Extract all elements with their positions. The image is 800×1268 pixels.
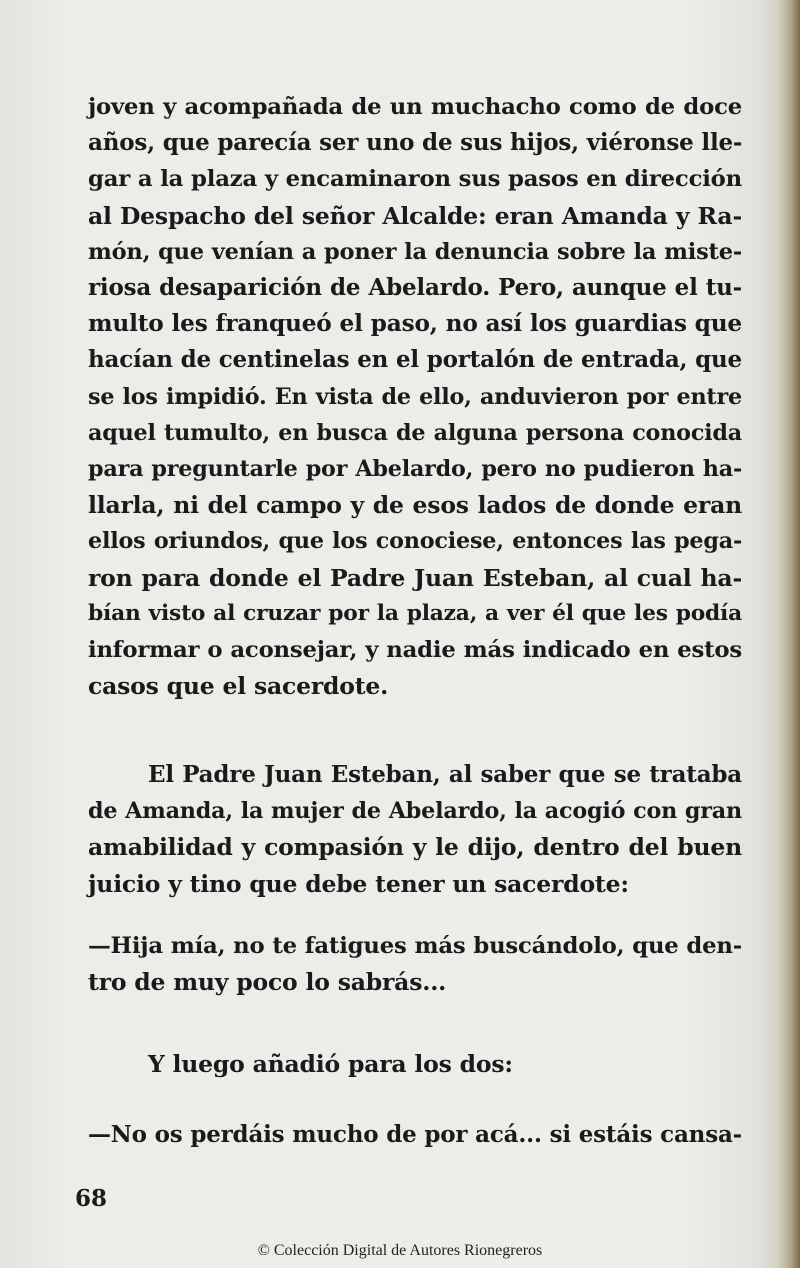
page-edge-shadow <box>778 0 800 1268</box>
copyright-footer: © Colección Digital de Autores Rionegreros <box>257 1242 543 1259</box>
paragraph-4 <box>88 1046 742 1082</box>
text-line: al Despacho del señor Alcalde: eran Amanda y Ra- <box>88 201 742 230</box>
paragraph-5 <box>88 1117 742 1153</box>
text-line: hacían de centinelas en el portalón de entrada, que <box>88 346 742 374</box>
text-line: para preguntarle por Abelardo, pero no pudieron ha- <box>88 456 742 483</box>
text-line: ron para donde el Padre Juan Esteban, al cual ha- <box>88 563 742 592</box>
paragraph-3 <box>88 928 742 1000</box>
text-line: món, que venían a poner la denuncia sobre la miste- <box>88 238 742 265</box>
text-line: de Amanda, la mujer de Abelardo, la acogió con gran <box>88 798 742 825</box>
text-line: aquel tumulto, en busca de alguna persona conocida <box>88 419 742 446</box>
text-line: ellos oriundos, que los conociese, entonces las pega- <box>88 528 742 555</box>
text-line: juicio y tino que debe tener un sacerdote: <box>88 869 629 898</box>
text-line: informar o aconsejar, y nadie más indicado en estos <box>88 637 742 664</box>
text-line: años, que parecía ser uno de sus hijos, viéronse lle- <box>88 129 743 157</box>
text-line: gar a la plaza y encaminaron sus pasos en dirección <box>88 166 742 193</box>
paragraph-2 <box>88 757 742 902</box>
text-line: tro de muy poco lo sabrás... <box>88 968 447 997</box>
text-line: Y luego añadió para los dos: <box>148 1050 513 1078</box>
text-line: llarla, ni del campo y de esos lados de donde eran <box>88 491 742 520</box>
text-line: multo les franqueó el paso, no así los guardias que <box>88 310 742 338</box>
text-line: —No os perdáis mucho de por acá... si estáis cansa- <box>88 1121 742 1148</box>
text-line: se los impidió. En vista de ello, anduvieron por entre <box>88 383 742 410</box>
page-number: 68 <box>75 1185 108 1212</box>
paragraph-1 <box>88 89 742 704</box>
text-line: joven y acompañada de un muchacho como de doce <box>88 94 742 120</box>
text-line: El Padre Juan Esteban, al saber que se trataba <box>148 761 742 788</box>
text-line: amabilidad y compasión y le dijo, dentro del buen <box>88 833 742 862</box>
text-line: bían visto al cruzar por la plaza, a ver él que les podía <box>88 600 742 626</box>
text-line: casos que el sacerdote. <box>88 672 389 701</box>
text-line: riosa desaparición de Abelardo. Pero, aunque el tu- <box>88 274 742 302</box>
text-line: —Hija mía, no te fatigues más buscándolo, que den- <box>88 933 742 959</box>
